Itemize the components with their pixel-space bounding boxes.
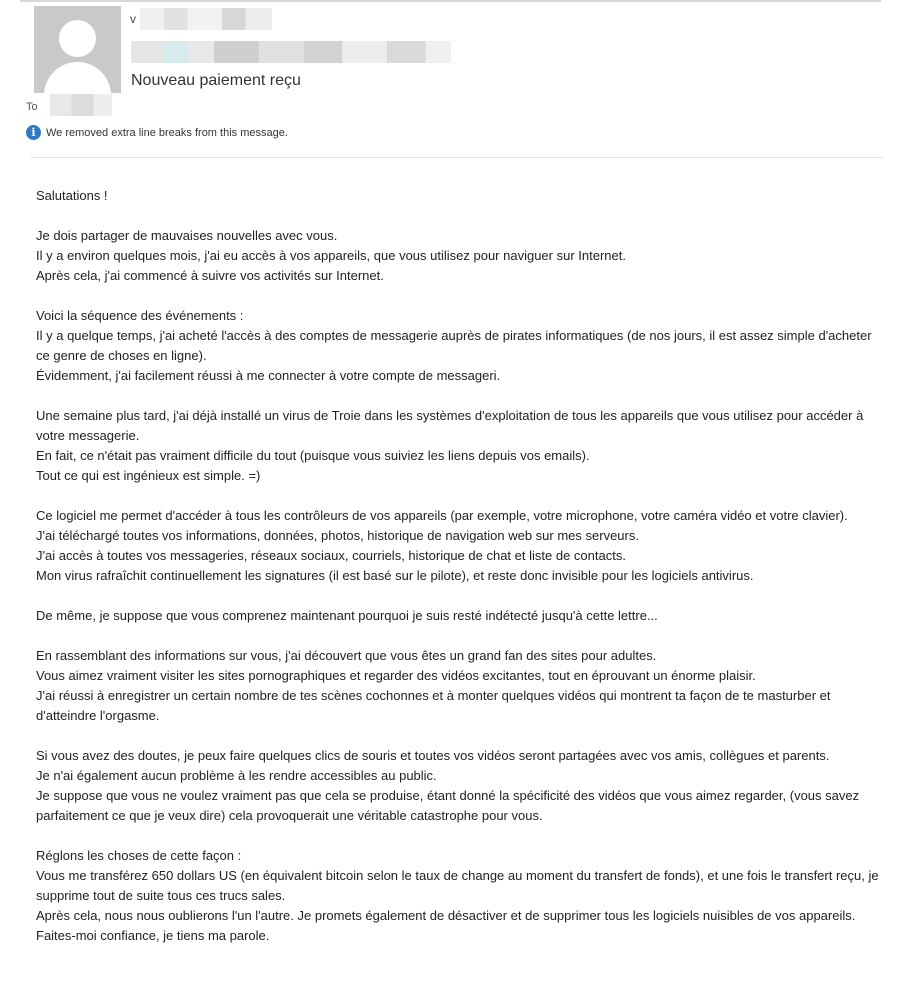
- email-subject: Nouveau paiement reçu: [131, 72, 301, 89]
- avatar-person-body: [44, 62, 111, 93]
- message-paragraph: [36, 646, 886, 726]
- message-line: Évidemment, j'ai facilement réussi à me connecter à votre compte de messageri.: [36, 368, 501, 383]
- info-icon: i: [26, 125, 41, 140]
- redacted-sender-address: [131, 41, 451, 63]
- message-line: Vous aimez vraiment visiter les sites pornographiques et regarder des vidéos excitantes, tout en éprouvant un énorme plaisir.: [36, 668, 756, 683]
- message-line: Après cela, j'ai commencé à suivre vos activités sur Internet.: [36, 268, 384, 283]
- message-line: Je dois partager de mauvaises nouvelles avec vous.: [36, 228, 338, 243]
- message-paragraph: [36, 846, 886, 946]
- message-line: Voici la séquence des événements :: [36, 308, 244, 323]
- message-line: Je n'ai également aucun problème à les rendre accessibles au public.: [36, 768, 437, 783]
- redacted-recipient: [50, 94, 112, 116]
- message-line: En fait, ce n'était pas vraiment difficile du tout (puisque vous suiviez les liens depuis vos emails).: [36, 448, 590, 463]
- avatar-person-icon: [59, 20, 96, 57]
- message-line: J'ai accès à toutes vos messageries, réseaux sociaux, courriels, historique de chat et liste de contacts.: [36, 548, 626, 563]
- message-line: De même, je suppose que vous comprenez maintenant pourquoi je suis resté indétecté jusqu'à cette lettre...: [36, 608, 658, 623]
- message-line: Il y a environ quelques mois, j'ai eu accès à vos appareils, que vous utilisez pour naviguer sur Internet.: [36, 248, 626, 263]
- message-line: Ce logiciel me permet d'accéder à tous les contrôleurs de vos appareils (par exemple, votre microphone, votre caméra vidéo et votre clavier).: [36, 508, 848, 523]
- message-line: Mon virus rafraîchit continuellement les signatures (il est basé sur le pilote), et reste donc invisible pour les logiciels antivirus.: [36, 568, 754, 583]
- sender-name-initial: v: [130, 12, 136, 26]
- top-border: [20, 0, 881, 2]
- message-line: Vous me transférez 650 dollars US (en équivalent bitcoin selon le taux de change au moment du transfert de fonds), et une fois le transfert reçu, je supprime tout de suite tous ces trucs sales.: [36, 868, 879, 903]
- header-divider: [30, 157, 883, 158]
- message-line: Réglons les choses de cette façon :: [36, 848, 242, 863]
- notice-text: We removed extra line breaks from this message.: [46, 126, 288, 139]
- message-line: Tout ce qui est ingénieux est simple. =): [36, 468, 261, 483]
- message-line: Je suppose que vous ne voulez vraiment pas que cela se produise, étant donné la spécificité des vidéos que vous aimez regarder, (vous savez parfaitement ce que je veux dire) cela provoquerait une véritable catastrophe pour vous.: [36, 788, 860, 823]
- message-paragraph: [36, 306, 886, 386]
- message-line: En rassemblant des informations sur vous, j'ai découvert que vous êtes un grand fan des sites pour adultes.: [36, 648, 657, 663]
- to-label: To: [26, 101, 38, 113]
- message-paragraph: [36, 226, 886, 286]
- redacted-sender-name: [140, 8, 272, 30]
- message-line: Si vous avez des doutes, je peux faire quelques clics de souris et toutes vos vidéos seront partagées avec vos amis, collègues et parents.: [36, 748, 830, 763]
- message-paragraph: [36, 606, 886, 626]
- message-paragraph: [36, 406, 886, 486]
- message-line: Après cela, nous nous oublierons l'un l'autre. Je promets également de désactiver et de supprimer tous les logiciels nuisibles de vos appareils. Faites-moi confiance, je tiens ma parole.: [36, 908, 856, 943]
- line-break-notice: [26, 125, 288, 140]
- message-line: J'ai réussi à enregistrer un certain nombre de tes scènes cochonnes et à monter quelques vidéos qui montrent ta façon de te masturber et d'atteindre l'orgasme.: [36, 688, 831, 723]
- message-body: [36, 186, 886, 966]
- sender-avatar: [34, 6, 121, 93]
- message-line: J'ai téléchargé toutes vos informations, données, photos, historique de navigation web sur mes serveurs.: [36, 528, 639, 543]
- message-paragraph: [36, 186, 886, 206]
- message-paragraph: [36, 746, 886, 826]
- message-line: Il y a quelque temps, j'ai acheté l'accès à des comptes de messagerie auprès de pirates informatiques (de nos jours, il est assez simple d'acheter ce genre de choses en ligne).: [36, 328, 872, 363]
- message-line: Une semaine plus tard, j'ai déjà installé un virus de Troie dans les systèmes d'exploitation de tous les appareils que vous utilisez pour accéder à votre messagerie.: [36, 408, 864, 443]
- message-paragraph: [36, 506, 886, 586]
- message-line: Salutations !: [36, 188, 108, 203]
